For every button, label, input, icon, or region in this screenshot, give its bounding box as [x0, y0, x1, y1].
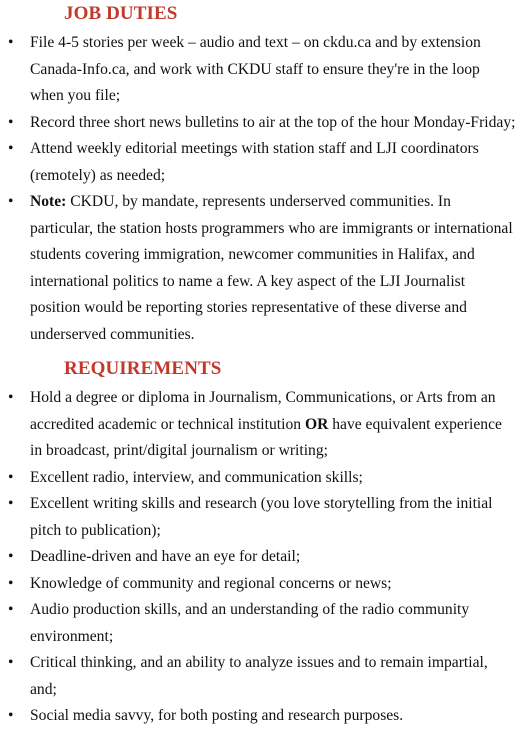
emphasis-or: OR	[304, 415, 329, 433]
list-item-text: Record three short news bulletins to air at the top of the hour Monday-Friday;	[30, 113, 516, 131]
requirements-list	[8, 385, 516, 730]
bullet-icon: •	[8, 654, 14, 671]
list-item-text: File 4-5 stories per week – audio and text – on ckdu.ca and by extension Canada-Info.ca, and work with CKDU staff to ensure they're in the loop when you file;	[30, 34, 481, 104]
bullet-icon: •	[8, 193, 14, 210]
list-item-text: Excellent writing skills and research (you love storytelling from the initial pitch to publication);	[30, 495, 493, 539]
list-item	[8, 544, 516, 571]
list-item	[8, 597, 516, 650]
bullet-icon: •	[8, 140, 14, 157]
list-item	[8, 491, 516, 544]
bullet-icon: •	[8, 601, 14, 618]
list-item	[8, 136, 516, 189]
list-item-text: Attend weekly editorial meetings with station staff and LJI coordinators (remotely) as needed;	[30, 140, 479, 184]
bullet-icon: •	[8, 468, 14, 486]
bullet-icon: •	[8, 389, 14, 406]
list-item	[8, 385, 516, 465]
list-item-text: Social media savvy, for both posting and research purposes.	[30, 707, 404, 724]
list-item-text: Knowledge of community and regional concerns or news;	[30, 574, 392, 592]
job-duties-list	[8, 30, 516, 348]
bullet-icon: •	[8, 548, 14, 565]
list-item-text: Audio production skills, and an understanding of the radio community environment;	[30, 601, 470, 645]
list-item-text: Critical thinking, and an ability to analyze issues and to remain impartial, and;	[30, 654, 488, 698]
list-item	[8, 703, 516, 730]
list-item	[8, 110, 516, 137]
list-item-text: Hold a degree or diploma in Journalism, Communications, or Arts from an accredited academic or technical institution	[30, 389, 496, 433]
list-item	[8, 571, 516, 598]
note-label: Note:	[30, 193, 67, 210]
bullet-icon: •	[8, 34, 14, 51]
list-item	[8, 189, 516, 348]
list-item	[8, 465, 516, 492]
bullet-icon: •	[8, 113, 14, 131]
bullet-icon: •	[8, 574, 14, 592]
list-item-text: Deadline-driven and have an eye for detail;	[30, 548, 301, 565]
list-item	[8, 650, 516, 703]
bullet-icon: •	[8, 707, 14, 724]
list-item-text: CKDU, by mandate, represents underserved communities. In particular, the station hosts programmers who are immigrants or international students covering immigration, newcomer communities in Halifax, and international politics to name a few. A key aspect of the LJI Journalist position would be reporting stories representative of these diverse and underserved communities.	[30, 193, 513, 343]
requirements-heading: REQUIREMENTS	[64, 358, 222, 379]
list-item-text: have equivalent experience in broadcast, print/digital journalism or writing;	[30, 415, 502, 459]
bullet-icon: •	[8, 495, 14, 512]
job-duties-heading: JOB DUTIES	[64, 3, 178, 24]
list-item-text: Excellent radio, interview, and communication skills;	[30, 468, 363, 486]
list-item	[8, 30, 516, 110]
